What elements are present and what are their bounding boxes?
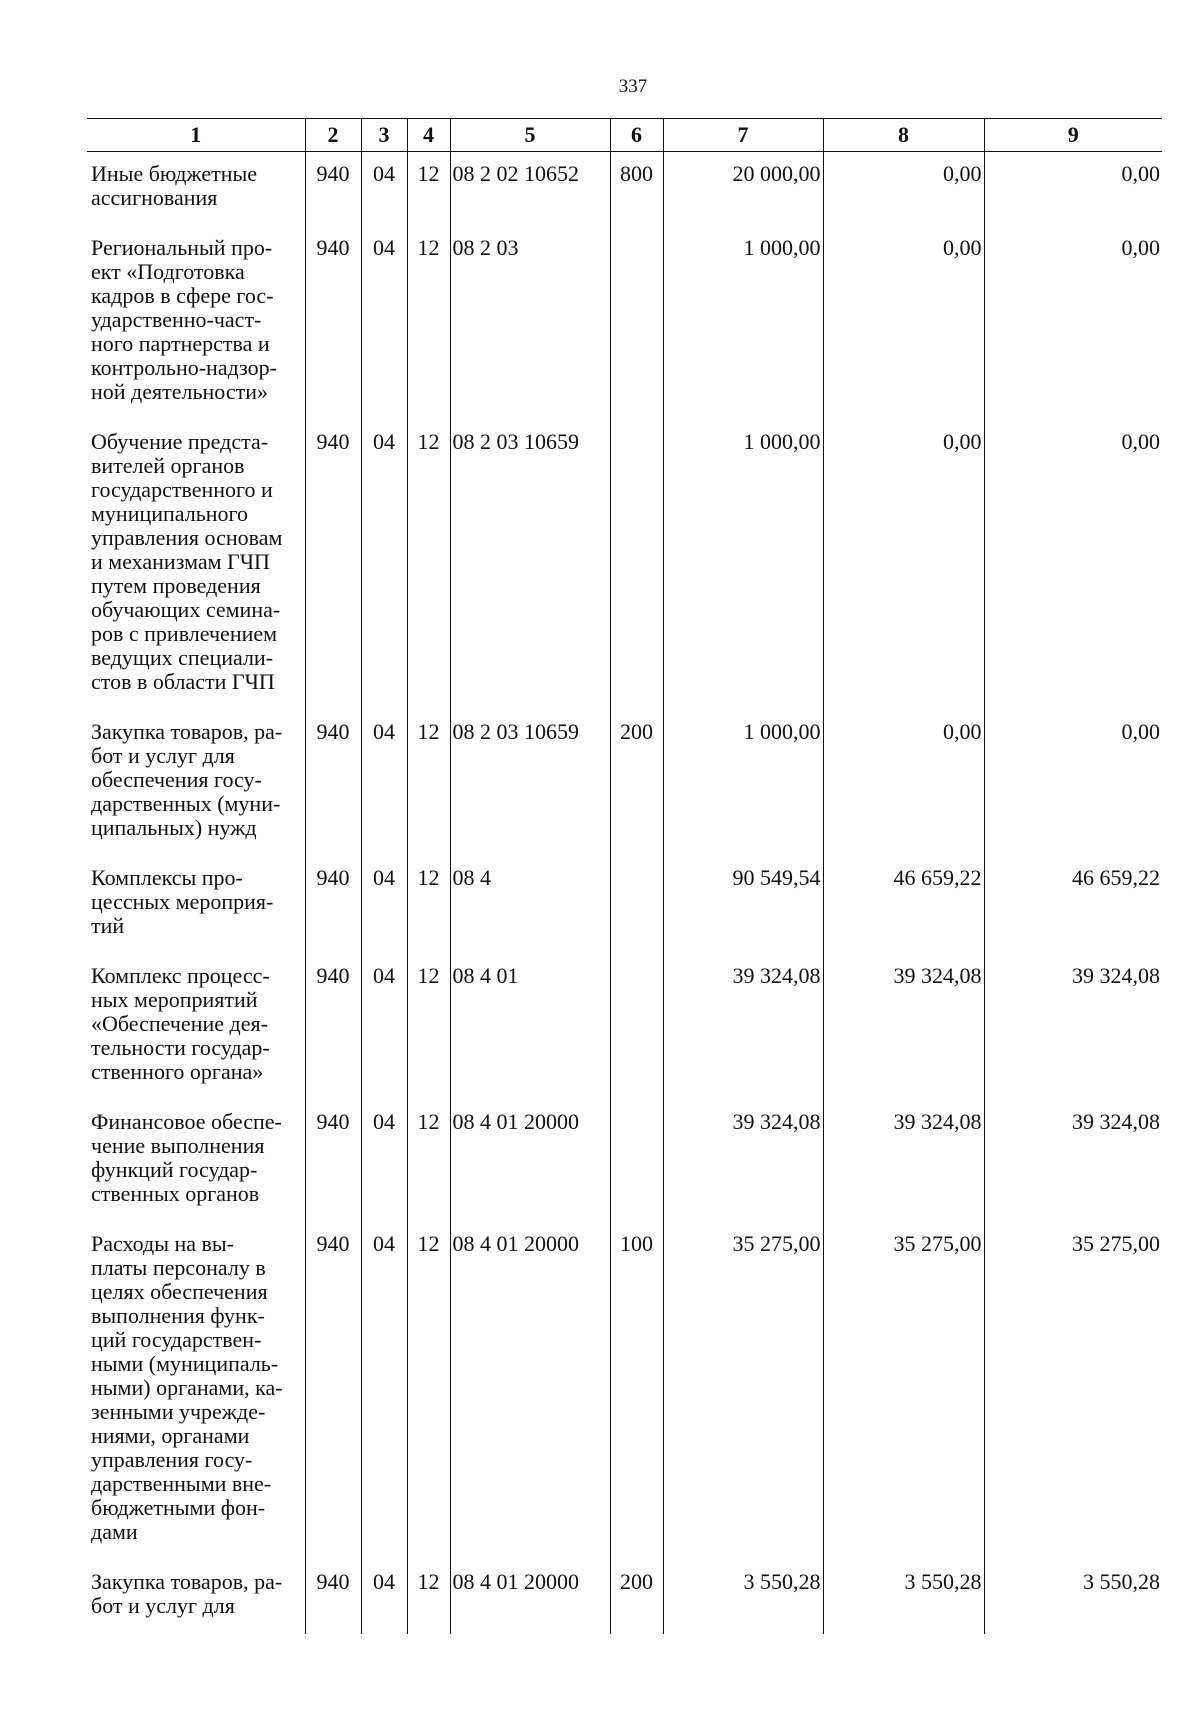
subsection-code: 12 <box>407 420 450 710</box>
column-header: 1 <box>87 119 305 152</box>
target-article-code: 08 4 01 20000 <box>450 1560 610 1634</box>
ministry-code: 940 <box>305 152 361 227</box>
column-header: 5 <box>450 119 610 152</box>
target-article-code: 08 4 01 <box>450 954 610 1100</box>
amount-col9: 0,00 <box>984 710 1162 856</box>
section-code: 04 <box>361 954 407 1100</box>
amount-col8: 3 550,28 <box>823 1560 984 1634</box>
amount-col9: 0,00 <box>984 420 1162 710</box>
expense-name: Расходы на вы- платы персоналу в целях обеспечения выполнения функ- ций государствен- ными (муниципаль- ными) органами, ка- зенными учрежде- ниями, органами управления госу- дарственными вне- бюджетными фон- дами <box>91 1231 283 1544</box>
column-header: 2 <box>305 119 361 152</box>
expense-type-code <box>610 1100 663 1222</box>
column-header: 4 <box>407 119 450 152</box>
amount-col9: 46 659,22 <box>984 856 1162 954</box>
amount-col9: 35 275,00 <box>984 1222 1162 1560</box>
expense-name: Закупка товаров, ра- бот и услуг для <box>91 1569 283 1618</box>
section-code: 04 <box>361 856 407 954</box>
section-code: 04 <box>361 226 407 420</box>
budget-table <box>87 118 1162 1634</box>
subsection-code: 12 <box>407 1560 450 1634</box>
table-row <box>87 420 1162 710</box>
amount-col8: 39 324,08 <box>823 954 984 1100</box>
amount-col8: 0,00 <box>823 420 984 710</box>
target-article-code: 08 2 03 10659 <box>450 420 610 710</box>
subsection-code: 12 <box>407 226 450 420</box>
table-row <box>87 1222 1162 1560</box>
amount-col7: 1 000,00 <box>663 226 823 420</box>
expense-type-code <box>610 226 663 420</box>
section-code: 04 <box>361 1560 407 1634</box>
ministry-code: 940 <box>305 1560 361 1634</box>
amount-col9: 39 324,08 <box>984 954 1162 1100</box>
amount-col7: 1 000,00 <box>663 420 823 710</box>
table-row <box>87 856 1162 954</box>
amount-col8: 0,00 <box>823 152 984 227</box>
target-article-code: 08 4 01 20000 <box>450 1222 610 1560</box>
target-article-code: 08 2 03 10659 <box>450 710 610 856</box>
amount-col7: 39 324,08 <box>663 1100 823 1222</box>
ministry-code: 940 <box>305 226 361 420</box>
amount-col8: 35 275,00 <box>823 1222 984 1560</box>
table-row <box>87 1560 1162 1634</box>
expense-name: Закупка товаров, ра- бот и услуг для обеспечения госу- дарственных (муни- ципальных) нужд <box>91 719 283 840</box>
subsection-code: 12 <box>407 856 450 954</box>
table-row <box>87 1100 1162 1222</box>
amount-col9: 39 324,08 <box>984 1100 1162 1222</box>
ministry-code: 940 <box>305 856 361 954</box>
column-header: 8 <box>823 119 984 152</box>
table-row <box>87 954 1162 1100</box>
column-header: 3 <box>361 119 407 152</box>
ministry-code: 940 <box>305 1100 361 1222</box>
table-row <box>87 226 1162 420</box>
amount-col9: 0,00 <box>984 152 1162 227</box>
column-header: 9 <box>984 119 1162 152</box>
amount-col7: 3 550,28 <box>663 1560 823 1634</box>
expense-name: Иные бюджетные ассигнования <box>91 161 258 210</box>
target-article-code: 08 2 03 <box>450 226 610 420</box>
amount-col7: 39 324,08 <box>663 954 823 1100</box>
header-row <box>87 119 1162 152</box>
section-code: 04 <box>361 1100 407 1222</box>
target-article-code: 08 2 02 10652 <box>450 152 610 227</box>
target-article-code: 08 4 01 20000 <box>450 1100 610 1222</box>
section-code: 04 <box>361 1222 407 1560</box>
amount-col9: 3 550,28 <box>984 1560 1162 1634</box>
expense-type-code: 800 <box>610 152 663 227</box>
amount-col7: 90 549,54 <box>663 856 823 954</box>
amount-col8: 0,00 <box>823 710 984 856</box>
expense-type-code: 100 <box>610 1222 663 1560</box>
subsection-code: 12 <box>407 954 450 1100</box>
ministry-code: 940 <box>305 420 361 710</box>
ministry-code: 940 <box>305 710 361 856</box>
column-header: 6 <box>610 119 663 152</box>
expense-type-code: 200 <box>610 710 663 856</box>
expense-type-code <box>610 856 663 954</box>
page-number: 337 <box>618 76 648 97</box>
expense-name: Региональный про- ект «Подготовка кадров в сфере гос- ударственно-част- ного партнерства и контрольно-надзор- ной деятельности» <box>91 235 277 404</box>
amount-col8: 0,00 <box>823 226 984 420</box>
subsection-code: 12 <box>407 152 450 227</box>
section-code: 04 <box>361 710 407 856</box>
amount-col7: 35 275,00 <box>663 1222 823 1560</box>
table-row <box>87 710 1162 856</box>
table-row <box>87 152 1162 227</box>
subsection-code: 12 <box>407 1222 450 1560</box>
amount-col7: 1 000,00 <box>663 710 823 856</box>
amount-col8: 46 659,22 <box>823 856 984 954</box>
subsection-code: 12 <box>407 1100 450 1222</box>
ministry-code: 940 <box>305 954 361 1100</box>
expense-type-code: 200 <box>610 1560 663 1634</box>
section-code: 04 <box>361 152 407 227</box>
amount-col7: 20 000,00 <box>663 152 823 227</box>
subsection-code: 12 <box>407 710 450 856</box>
expense-name: Обучение предста- вителей органов государственного и муниципального управления основам и механизмам ГЧП путем проведения обучающих семина- ров с привлечением ведущих специали- стов в области ГЧП <box>91 429 283 694</box>
expense-type-code <box>610 954 663 1100</box>
ministry-code: 940 <box>305 1222 361 1560</box>
target-article-code: 08 4 <box>450 856 610 954</box>
expense-type-code <box>610 420 663 710</box>
amount-col9: 0,00 <box>984 226 1162 420</box>
expense-name: Комплексы про- цессных мероприя- тий <box>91 865 274 938</box>
column-header: 7 <box>663 119 823 152</box>
expense-name: Комплекс процесс- ных мероприятий «Обеспечение дея- тельности государ- ственного органа» <box>91 963 270 1084</box>
expense-name: Финансовое обеспе- чение выполнения функций государ- ственных органов <box>91 1109 282 1206</box>
section-code: 04 <box>361 420 407 710</box>
amount-col8: 39 324,08 <box>823 1100 984 1222</box>
